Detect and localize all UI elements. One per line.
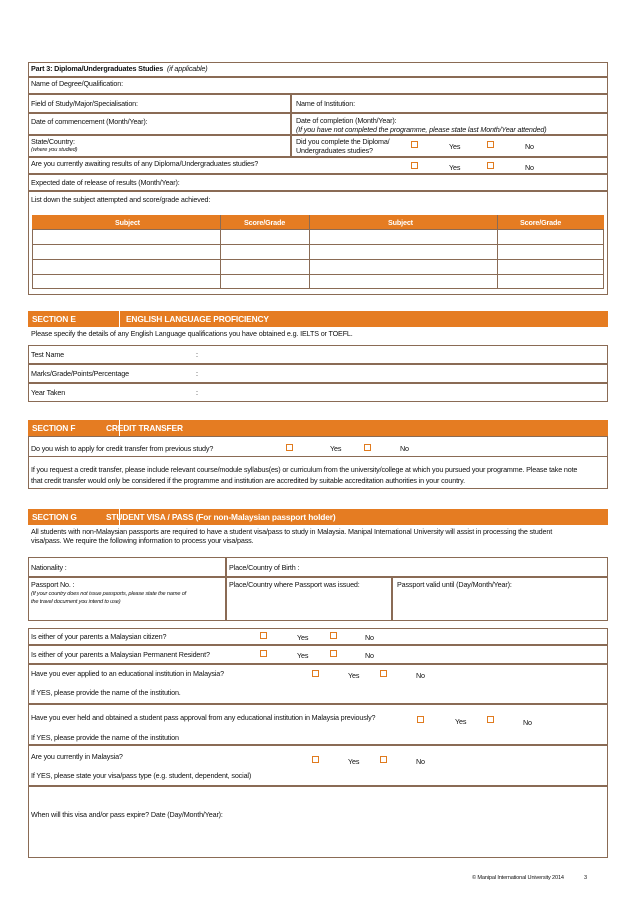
passport-valid-label: Passport valid until (Day/Month/Year): bbox=[397, 580, 512, 589]
year-taken-field[interactable] bbox=[28, 383, 608, 402]
citizen-yes-checkbox[interactable] bbox=[260, 632, 267, 639]
pr-question: Is either of your parents a Malaysian Permanent Resident? bbox=[31, 650, 210, 659]
section-header-divider bbox=[119, 311, 120, 327]
credit-no-checkbox[interactable] bbox=[364, 444, 371, 451]
state-country-label: State/Country: bbox=[31, 137, 75, 146]
section-f-title: CREDIT TRANSFER bbox=[106, 423, 183, 433]
completion-note: (If you have not completed the programme, please state last Month/Year attended) bbox=[296, 125, 547, 134]
section-g-header bbox=[28, 509, 608, 525]
held-no-label: No bbox=[523, 718, 532, 727]
marks-colon: : bbox=[196, 369, 198, 378]
section-g-title: STUDENT VISA / PASS (For non-Malaysian passport holder) bbox=[106, 512, 336, 522]
completed-question-line2: Undergraduates studies? bbox=[296, 146, 373, 155]
passport-no-note-line2: the travel document you intend to use) bbox=[31, 599, 121, 605]
footer-page-number: 3 bbox=[584, 875, 587, 881]
applied-question: Have you ever applied to an educational institution in Malaysia? bbox=[31, 669, 224, 678]
section-g-intro-line2: visa/pass. We require the following information to process your visa/pass. bbox=[31, 536, 254, 545]
table-col-divider bbox=[497, 215, 498, 289]
birth-place-label: Place/Country of Birth : bbox=[229, 563, 300, 572]
field-of-study-label: Field of Study/Major/Specialisation: bbox=[31, 99, 138, 108]
pr-no-label: No bbox=[365, 651, 374, 660]
held-question: Have you ever held and obtained a student pass approval from any educational institution in Malaysia previously? bbox=[31, 713, 376, 722]
credit-transfer-note-line1: If you request a credit transfer, please include relevant course/module syllabus(es) or curriculum from the university/college at which you pursued your programme. Please take note bbox=[31, 465, 578, 474]
passport-issued-label: Place/Country where Passport was issued: bbox=[229, 580, 360, 589]
completed-yes-label: Yes bbox=[449, 142, 461, 151]
section-g-intro-line1: All students with non-Malaysian passports are required to have a student visa/pass to study in Malaysia. Manipal International University will assist in processing the student bbox=[31, 527, 553, 536]
table-col-divider bbox=[220, 215, 221, 289]
section-e-intro: Please specify the details of any English Language qualifications you have obtained e.g. IELTS or TOEFL. bbox=[31, 329, 353, 338]
pr-yes-label: Yes bbox=[297, 651, 309, 660]
awaiting-no-label: No bbox=[525, 163, 534, 172]
section-e-title: ENGLISH LANGUAGE PROFICIENCY bbox=[126, 314, 269, 324]
test-name-field[interactable] bbox=[28, 345, 608, 364]
table-col-divider bbox=[309, 215, 310, 289]
section-e-header bbox=[28, 311, 608, 327]
in-malaysia-yes-label: Yes bbox=[348, 757, 360, 766]
applied-yes-label: Yes bbox=[348, 671, 360, 680]
table-row-divider bbox=[32, 259, 604, 260]
nationality-label: Nationality : bbox=[31, 563, 67, 572]
awaiting-yes-label: Yes bbox=[449, 163, 461, 172]
table-row-divider bbox=[32, 244, 604, 245]
held-no-checkbox[interactable] bbox=[487, 716, 494, 723]
credit-yes-label: Yes bbox=[330, 444, 342, 453]
held-yes-checkbox[interactable] bbox=[417, 716, 424, 723]
credit-transfer-divider bbox=[28, 456, 608, 457]
degree-label: Name of Degree/Qualification: bbox=[31, 79, 123, 88]
citizen-question: Is either of your parents a Malaysian citizen? bbox=[31, 632, 167, 641]
completed-no-label: No bbox=[525, 142, 534, 151]
test-name-colon: : bbox=[196, 350, 198, 359]
institution-label: Name of Institution: bbox=[296, 99, 355, 108]
passport-no-note-line1: (If your country does not issue passports, please state the name of bbox=[31, 591, 187, 597]
applied-no-label: No bbox=[416, 671, 425, 680]
held-yes-instruction: If YES, please provide the name of the institution bbox=[31, 733, 179, 742]
completed-yes-checkbox[interactable] bbox=[411, 141, 418, 148]
visa-expiry-label: When will this visa and/or pass expire? Date (Day/Month/Year): bbox=[31, 810, 223, 819]
in-malaysia-no-label: No bbox=[416, 757, 425, 766]
held-yes-label: Yes bbox=[455, 717, 467, 726]
completion-label: Date of completion (Month/Year): bbox=[296, 116, 397, 125]
applied-no-checkbox[interactable] bbox=[380, 670, 387, 677]
table-header-score-1: Score/Grade bbox=[244, 218, 286, 227]
subjects-instruction: List down the subject attempted and score/grade achieved: bbox=[31, 195, 211, 204]
test-name-label: Test Name bbox=[31, 350, 64, 359]
state-country-note: (where you studied) bbox=[31, 147, 78, 153]
awaiting-no-checkbox[interactable] bbox=[487, 162, 494, 169]
pr-no-checkbox[interactable] bbox=[330, 650, 337, 657]
table-header-score-2: Score/Grade bbox=[520, 218, 562, 227]
table-row-divider bbox=[32, 274, 604, 275]
in-malaysia-yes-instruction: If YES, please state your visa/pass type (e.g. student, dependent, social) bbox=[31, 771, 252, 780]
awaiting-yes-checkbox[interactable] bbox=[411, 162, 418, 169]
completed-question-line1: Did you complete the Diploma/ bbox=[296, 137, 390, 146]
passport-no-label: Passport No. : bbox=[31, 580, 75, 589]
commencement-label: Date of commencement (Month/Year): bbox=[31, 117, 148, 126]
awaiting-results-question: Are you currently awaiting results of any Diploma/Undergraduates studies? bbox=[31, 159, 259, 168]
in-malaysia-no-checkbox[interactable] bbox=[380, 756, 387, 763]
part3-title-note: (if applicable) bbox=[167, 64, 208, 73]
pr-yes-checkbox[interactable] bbox=[260, 650, 267, 657]
credit-yes-checkbox[interactable] bbox=[286, 444, 293, 451]
in-malaysia-yes-checkbox[interactable] bbox=[312, 756, 319, 763]
section-f-code: SECTION F bbox=[32, 423, 76, 433]
year-taken-colon: : bbox=[196, 388, 198, 397]
citizen-no-label: No bbox=[365, 633, 374, 642]
section-e-code: SECTION E bbox=[32, 314, 76, 324]
visa-expiry-field[interactable] bbox=[28, 786, 608, 858]
applied-yes-checkbox[interactable] bbox=[312, 670, 319, 677]
completed-no-checkbox[interactable] bbox=[487, 141, 494, 148]
section-f-header bbox=[28, 420, 608, 436]
citizen-no-checkbox[interactable] bbox=[330, 632, 337, 639]
footer-copyright: © Manipal International University 2014 bbox=[472, 875, 564, 881]
section-g-code: SECTION G bbox=[32, 512, 77, 522]
year-taken-label: Year Taken bbox=[31, 388, 66, 397]
release-date-label: Expected date of release of results (Month/Year): bbox=[31, 178, 180, 187]
table-header-subject-1: Subject bbox=[115, 218, 140, 227]
credit-no-label: No bbox=[400, 444, 409, 453]
applied-yes-instruction: If YES, please provide the name of the institution. bbox=[31, 688, 181, 697]
credit-transfer-question: Do you wish to apply for credit transfer from previous study? bbox=[31, 444, 214, 453]
in-malaysia-question: Are you currently in Malaysia? bbox=[31, 752, 123, 761]
credit-transfer-note-line2: that credit transfer would only be considered if the programme and institution are accredited by suitable accreditation authorities in your country. bbox=[31, 476, 465, 485]
citizen-yes-label: Yes bbox=[297, 633, 309, 642]
part3-title: Part 3: Diploma/Undergraduates Studies bbox=[31, 64, 164, 73]
marks-label: Marks/Grade/Points/Percentage bbox=[31, 369, 129, 378]
table-header-subject-2: Subject bbox=[388, 218, 413, 227]
